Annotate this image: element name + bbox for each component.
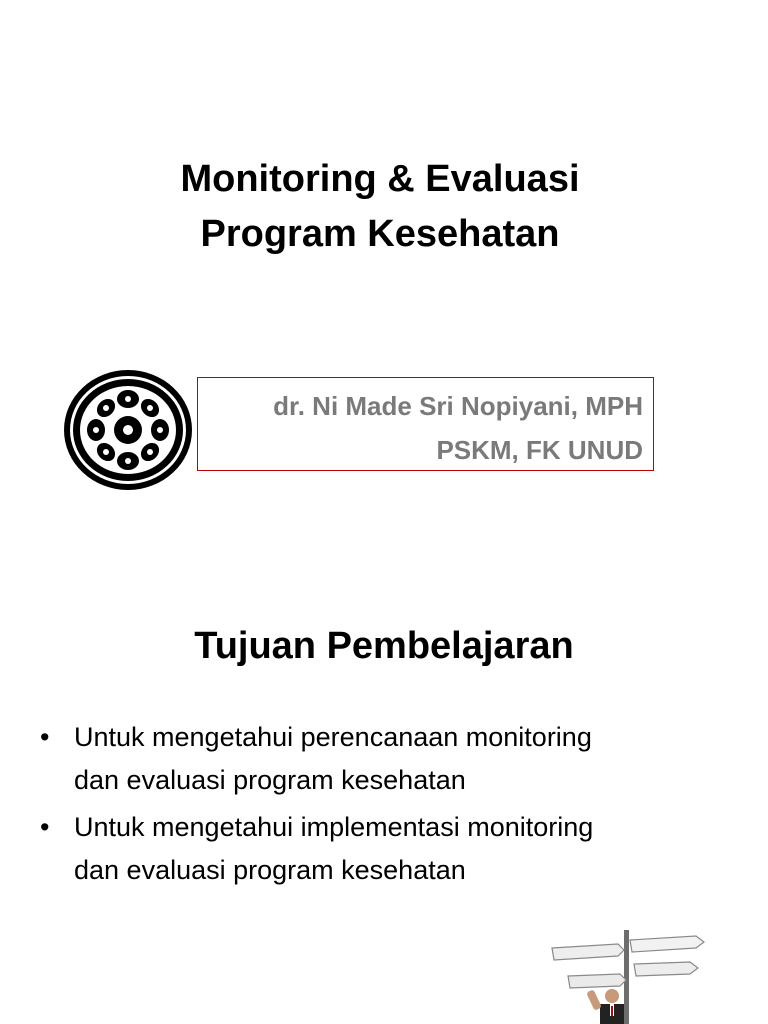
objectives-list [40,716,740,896]
bullet-line: dan evaluasi program kesehatan [74,855,466,885]
author-affiliation: PSKM, FK UNUD [436,435,643,465]
bullet-marker: • [40,722,50,752]
title-line: Monitoring & Evaluasi [180,158,580,200]
author-frame [197,377,654,471]
title-line: Program Kesehatan [200,213,560,255]
objectives-slide [0,566,768,1024]
presentation-title [0,152,760,262]
bullet-line: Untuk mengetahui implementasi monitoring [74,812,594,842]
list-item [40,806,740,892]
bullet-line: dan evaluasi program kesehatan [74,765,466,795]
bullet-marker: • [40,812,50,842]
slide-title: Tujuan Pembelajaran [194,625,574,667]
university-emblem-icon [60,367,196,493]
author-name: dr. Ni Made Sri Nopiyani, MPH [273,391,643,421]
list-item [40,716,740,802]
signpost-person-icon [540,926,720,1024]
bullet-line: Untuk mengetahui perencanaan monitoring [74,722,592,752]
